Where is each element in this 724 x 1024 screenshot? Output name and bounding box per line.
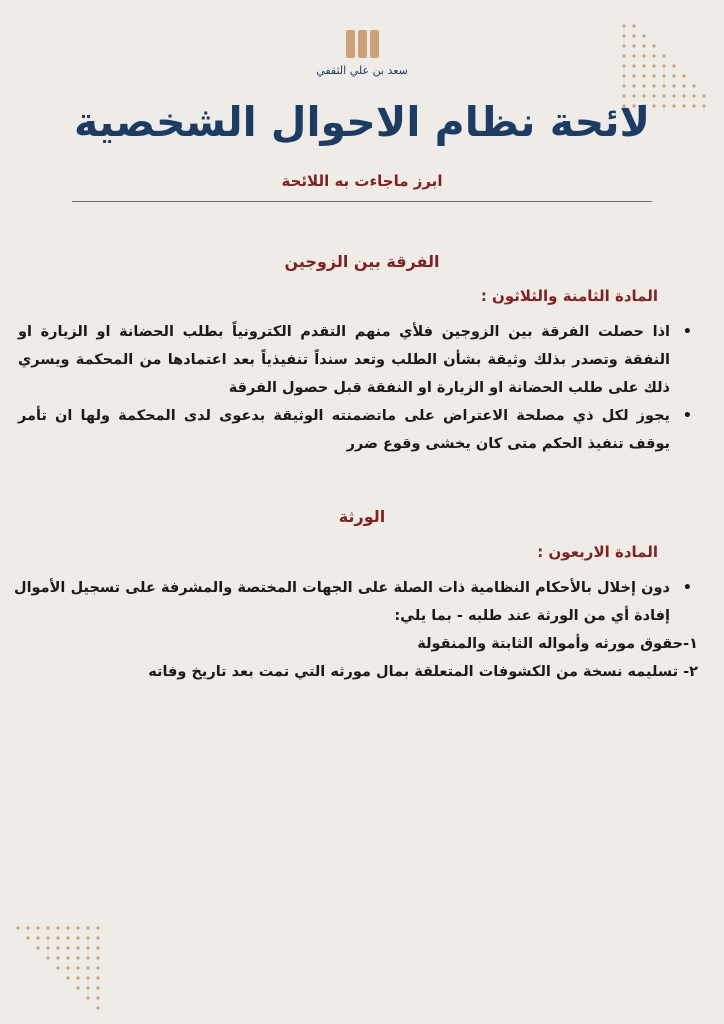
logo-text: سعد بن علي الثقفي <box>316 64 408 77</box>
page-title: لائحة نظام الاحوال الشخصية <box>73 98 651 146</box>
bullet-item: • يجوز لكل ذي مصلحة الاعتراض على ماتضمنته الوثيقة بدعوى لدى المحكمة ولها ان تأمر يوقف تنفيذ الحكم متى كان يخشى وقوع ضرر <box>18 402 698 458</box>
section-title-separation: الفرقة بين الزوجين <box>284 252 440 271</box>
section-title-heirs: الورثة <box>338 507 386 526</box>
section-separation-bullets <box>18 318 698 458</box>
header-divider <box>72 201 652 202</box>
article-title-38: المادة الثامنة والثلاثون : <box>480 287 658 305</box>
bullet-item: • اذا حصلت الفرقة بين الزوجين فلأي منهم التقدم الكترونياً بطلب الحضانة او الزيارة او النفقة وتصدر بذلك وثيقة بشأن الطلب وتعد سنداً تنفيذياً بعد اعتمادها من المحكمة ويسري ذلك على طلب الحضانة او الزيارة او النفقة قبل حصول الفرقة <box>18 318 698 402</box>
section-heirs-bullets <box>14 574 698 630</box>
logo-mark-icon <box>0 30 724 58</box>
numbered-item: ٢- تسليمه نسخة من الكشوفات المتعلقة بمال مورثه التي تمت بعد تاريخ وفاته <box>148 664 698 680</box>
decorative-dots-bottom-left <box>12 924 108 1016</box>
page-subtitle: ابرز ماجاءت به اللائحة <box>281 172 443 190</box>
article-title-40: المادة الاربعون : <box>537 543 658 561</box>
section-heirs-numbered-list <box>60 630 698 686</box>
numbered-item: ١-حقوق مورثه وأمواله الثابتة والمنقولة <box>417 636 698 652</box>
brand-logo <box>0 30 724 77</box>
bullet-item: • دون إخلال بالأحكام النظامية ذات الصلة على الجهات المختصة والمشرفة على تسجيل الأموال إفادة أي من الورثة عند طلبه - بما يلي: <box>14 574 698 630</box>
